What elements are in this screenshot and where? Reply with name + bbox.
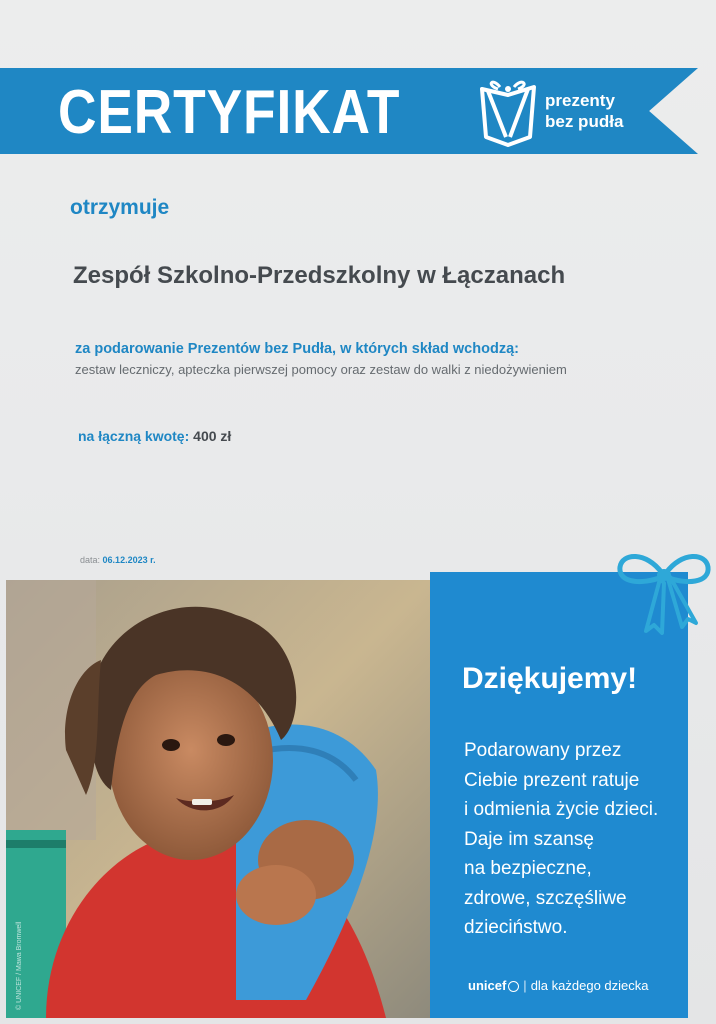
message-line: i odmienia życie dzieci. xyxy=(464,799,659,820)
recipient-name: Zespół Szkolno-Przedszkolny w Łączanach xyxy=(73,262,566,289)
thanks-message xyxy=(464,736,658,943)
gift-box-icon xyxy=(478,75,538,147)
date-label: data: xyxy=(80,555,101,565)
amount-row xyxy=(78,428,231,444)
reason-items: zestaw leczniczy, apteczka pierwszej pomocy oraz zestaw do walki z niedożywieniem xyxy=(75,362,567,377)
unicef-footer xyxy=(468,978,649,993)
message-line: na bezpieczne, xyxy=(464,858,592,879)
message-line: Podarowany przez xyxy=(464,740,622,761)
recipient-label: otrzymuje xyxy=(70,196,170,219)
amount-value: 400 zł xyxy=(193,428,232,444)
message-line: dzieciństwo. xyxy=(464,917,568,938)
message-line: Daje im szansę xyxy=(464,828,594,850)
date-row xyxy=(80,555,156,565)
logo-line-2: bez pudła xyxy=(545,112,624,131)
logo-line-1: prezenty xyxy=(545,91,615,110)
message-line: Ciebie prezent ratuje xyxy=(464,769,640,791)
ribbon-bow-icon xyxy=(616,543,712,635)
date-value: 06.12.2023 r. xyxy=(102,555,156,565)
amount-label: na łączną kwotę: xyxy=(78,428,190,444)
photo-credit: © UNICEF / Mawa Bromwell xyxy=(16,921,23,1010)
reason-label: za podarowanie Prezentów bez Pudła, w których skład wchodzą: xyxy=(75,341,519,357)
thanks-heading: Dziękujemy! xyxy=(462,662,638,695)
certificate-title: CERTYFIKAT xyxy=(58,78,401,147)
globe-icon xyxy=(508,981,519,992)
unicef-brand: unicef xyxy=(468,978,507,993)
footer-divider: | xyxy=(523,978,527,993)
child-photo xyxy=(6,580,430,1018)
brand-logo-text xyxy=(545,90,623,132)
unicef-tagline: dla każdego dziecka xyxy=(530,978,649,993)
message-line: zdrowe, szczęśliwe xyxy=(464,887,627,909)
